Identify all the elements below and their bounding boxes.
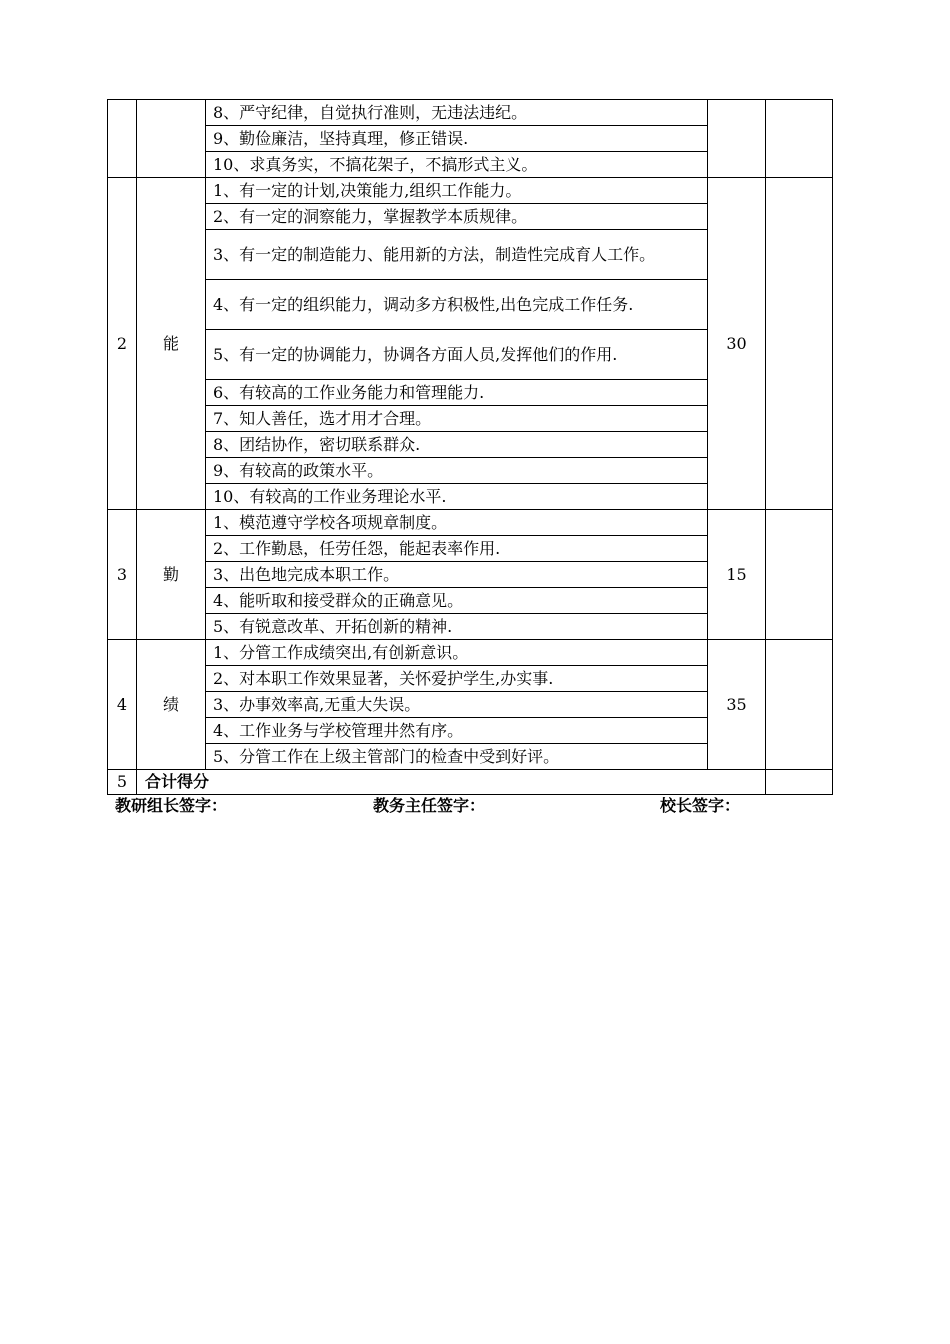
criteria-item: 9、有较高的政策水平。 [206, 458, 708, 484]
section-number [108, 100, 137, 178]
criteria-item: 5、分管工作在上级主管部门的检查中受到好评。 [206, 744, 708, 770]
section-max-score [708, 100, 766, 178]
criteria-item: 1、有一定的计划,决策能力,组织工作能力。 [206, 178, 708, 204]
table-row [108, 100, 833, 126]
criteria-item: 10、求真务实，不搞花架子，不搞形式主义。 [206, 152, 708, 178]
criteria-item: 6、有较高的工作业务能力和管理能力. [206, 380, 708, 406]
criteria-item: 3、出色地完成本职工作。 [206, 562, 708, 588]
table-row [108, 640, 833, 666]
criteria-item: 5、有一定的协调能力，协调各方面人员,发挥他们的作用. [206, 330, 708, 380]
table-row [108, 178, 833, 204]
signature-row [115, 795, 835, 817]
score-entry-cell [766, 178, 833, 510]
section-category [137, 100, 206, 178]
section-number: 2 [108, 178, 137, 510]
criteria-item: 1、模范遵守学校各项规章制度。 [206, 510, 708, 536]
principal-signature-label: 校长签字： [660, 796, 741, 815]
criteria-item: 4、工作业务与学校管理井然有序。 [206, 718, 708, 744]
section-number: 4 [108, 640, 137, 770]
section-max-score: 15 [708, 510, 766, 640]
section-category: 勤 [137, 510, 206, 640]
criteria-item: 4、能听取和接受群众的正确意见。 [206, 588, 708, 614]
criteria-item: 8、团结协作，密切联系群众. [206, 432, 708, 458]
criteria-item: 7、知人善任，选才用才合理。 [206, 406, 708, 432]
section-max-score: 30 [708, 178, 766, 510]
criteria-item: 8、严守纪律，自觉执行准则，无违法违纪。 [206, 100, 708, 126]
section-number: 3 [108, 510, 137, 640]
criteria-item: 3、办事效率高,无重大失误。 [206, 692, 708, 718]
score-entry-cell [766, 640, 833, 770]
criteria-item: 2、有一定的洞察能力，掌握教学本质规律。 [206, 204, 708, 230]
academic-director-signature-label: 教务主任签字： [373, 796, 486, 815]
total-row [108, 770, 833, 795]
section-category: 绩 [137, 640, 206, 770]
criteria-item: 5、有锐意改革、开拓创新的精神. [206, 614, 708, 640]
total-score-label: 合计得分 [137, 770, 766, 795]
group-leader-signature-label: 教研组长签字： [115, 796, 228, 815]
section-category: 能 [137, 178, 206, 510]
criteria-item: 3、有一定的制造能力、能用新的方法，制造性完成育人工作。 [206, 230, 708, 280]
score-entry-cell [766, 510, 833, 640]
criteria-item: 10、有较高的工作业务理论水平. [206, 484, 708, 510]
total-number: 5 [108, 770, 137, 795]
section-max-score: 35 [708, 640, 766, 770]
evaluation-table [107, 99, 833, 795]
criteria-item: 4、有一定的组织能力，调动多方积极性,出色完成工作任务. [206, 280, 708, 330]
criteria-item: 1、分管工作成绩突出,有创新意识。 [206, 640, 708, 666]
criteria-item: 2、工作勤恳，任劳任怨，能起表率作用. [206, 536, 708, 562]
criteria-item: 2、对本职工作效果显著，关怀爱护学生,办实事. [206, 666, 708, 692]
criteria-item: 9、勤俭廉洁，坚持真理，修正错误. [206, 126, 708, 152]
score-entry-cell [766, 100, 833, 178]
total-score-cell [766, 770, 833, 795]
table-row [108, 510, 833, 536]
